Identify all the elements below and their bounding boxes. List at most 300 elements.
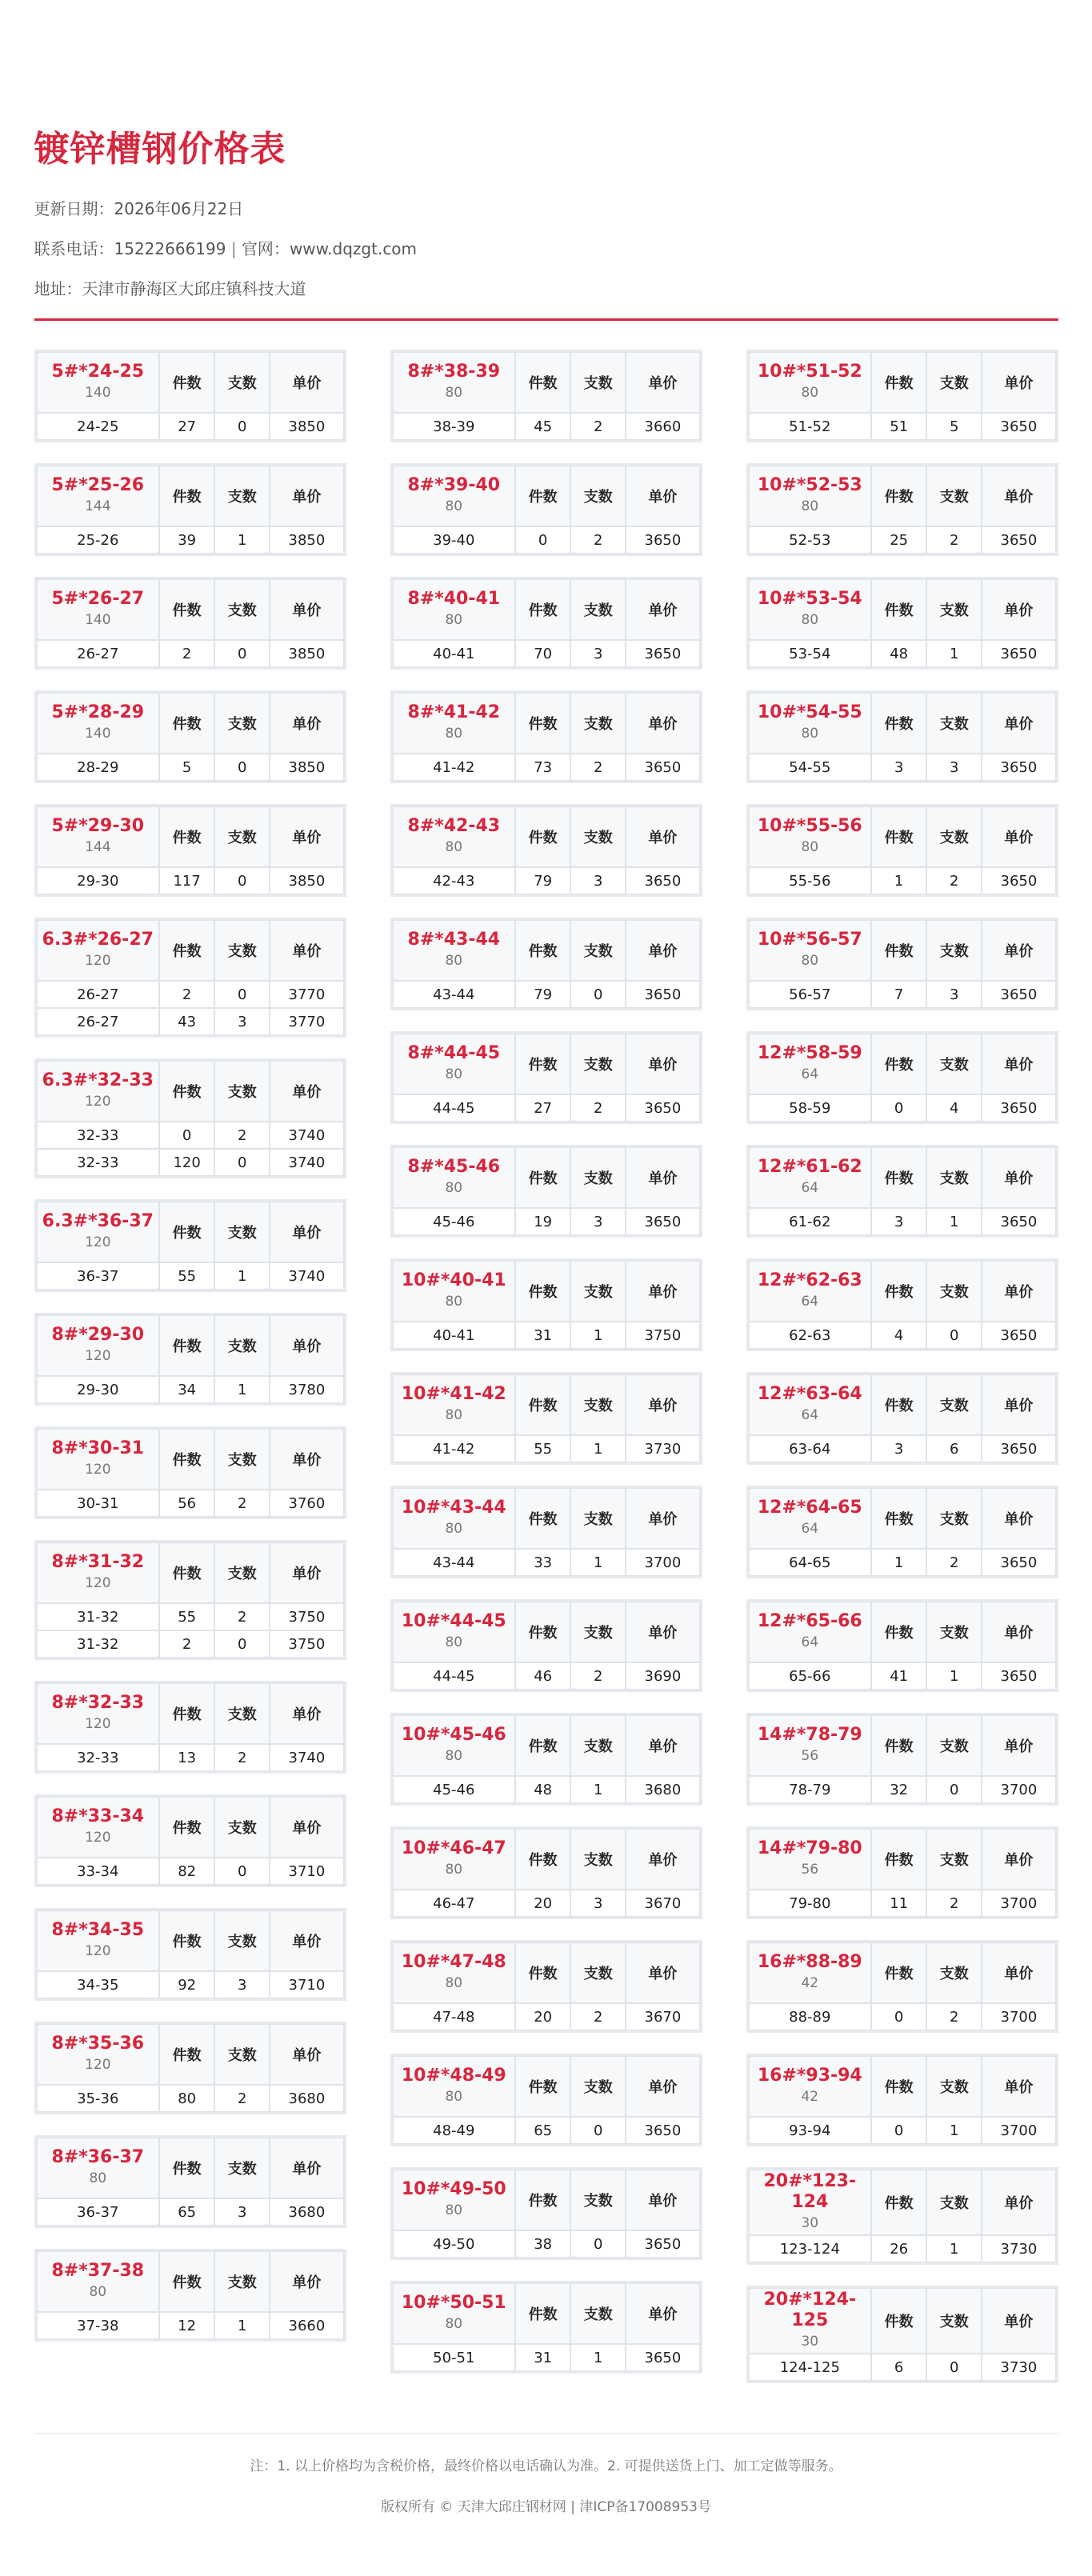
table-row xyxy=(749,1322,1056,1349)
count-cell: 2 xyxy=(159,981,214,1008)
pieces-cell: 3 xyxy=(214,1971,270,1998)
size-cell: 51-52 xyxy=(749,413,872,440)
count-header: 件数 xyxy=(159,693,214,754)
price-table xyxy=(390,2054,702,2146)
table-row xyxy=(749,2235,1056,2262)
spec-sub: 80 xyxy=(445,1180,463,1196)
price-header: 单价 xyxy=(626,1602,699,1662)
price-table xyxy=(746,1713,1058,1806)
pieces-header: 支数 xyxy=(214,693,270,754)
count-header: 件数 xyxy=(871,1602,926,1662)
size-cell: 58-59 xyxy=(749,1094,872,1122)
pieces-cell: 1 xyxy=(214,1262,270,1290)
count-cell: 2 xyxy=(159,1630,214,1658)
spec-sub: 120 xyxy=(85,1716,111,1732)
count-header: 件数 xyxy=(159,1315,214,1376)
size-cell: 48-49 xyxy=(393,2117,516,2144)
price-table xyxy=(390,1031,702,1124)
size-cell: 44-45 xyxy=(393,1662,516,1690)
pieces-header: 支数 xyxy=(570,579,626,640)
price-cell: 3850 xyxy=(270,754,343,781)
spec-name: 12#*65-66 xyxy=(757,1611,862,1631)
spec-sub: 30 xyxy=(801,2215,819,2231)
table-row xyxy=(393,1890,700,1917)
table-row xyxy=(393,2003,700,2030)
count-header: 件数 xyxy=(515,466,570,526)
count-header: 件数 xyxy=(515,2170,570,2230)
count-header: 件数 xyxy=(159,466,214,526)
price-table-header xyxy=(393,1602,700,1662)
spec-name: 10#*55-56 xyxy=(757,816,862,836)
price-cell: 3650 xyxy=(626,981,699,1008)
price-table xyxy=(390,1713,702,1806)
size-cell: 39-40 xyxy=(393,526,516,554)
phone-number[interactable]: 15222666199 xyxy=(114,239,226,258)
size-cell: 65-66 xyxy=(749,1662,872,1690)
spec-name: 8#*37-38 xyxy=(51,2261,145,2281)
spec-sub: 56 xyxy=(801,1748,819,1764)
count-header: 件数 xyxy=(871,1034,926,1094)
count-cell: 65 xyxy=(159,2198,214,2226)
price-table-header xyxy=(393,806,700,867)
count-header: 件数 xyxy=(515,1374,570,1435)
spec-header xyxy=(749,693,872,754)
price-header: 单价 xyxy=(270,806,343,867)
page xyxy=(34,0,1058,2563)
spec-header xyxy=(37,2024,160,2085)
pieces-cell: 3 xyxy=(570,640,626,667)
spec-name: 10#*41-42 xyxy=(401,1384,506,1404)
count-cell: 6 xyxy=(871,2354,926,2381)
count-header: 件数 xyxy=(871,1829,926,1890)
price-table-header xyxy=(393,2170,700,2230)
price-header: 单价 xyxy=(626,1488,699,1549)
table-row xyxy=(37,981,344,1008)
spec-header xyxy=(393,2170,516,2230)
pieces-header: 支数 xyxy=(570,693,626,754)
size-cell: 31-32 xyxy=(37,1630,160,1658)
pieces-header: 支数 xyxy=(214,806,270,867)
count-header: 件数 xyxy=(871,806,926,867)
table-row xyxy=(749,1094,1056,1122)
price-header: 单价 xyxy=(626,806,699,867)
contact-line xyxy=(34,238,1058,259)
size-cell: 49-50 xyxy=(393,2230,516,2258)
table-row xyxy=(393,413,700,440)
count-header: 件数 xyxy=(159,1429,214,1490)
spec-header xyxy=(393,693,516,754)
price-cell: 3670 xyxy=(626,2003,699,2030)
pieces-cell: 0 xyxy=(926,1776,982,1803)
count-cell: 56 xyxy=(159,1490,214,1517)
count-cell: 12 xyxy=(159,2312,214,2339)
price-table xyxy=(390,918,702,1010)
price-table-header xyxy=(749,1034,1056,1094)
spec-name: 8#*30-31 xyxy=(51,1438,145,1458)
size-cell: 45-46 xyxy=(393,1776,516,1803)
size-cell: 63-64 xyxy=(749,1435,872,1462)
price-header: 单价 xyxy=(626,352,699,413)
spec-header xyxy=(749,1261,872,1322)
spec-sub: 80 xyxy=(445,1975,463,1991)
spec-header xyxy=(749,2288,872,2354)
count-header: 件数 xyxy=(871,2288,926,2354)
count-cell: 2 xyxy=(159,640,214,667)
pieces-cell: 1 xyxy=(570,1435,626,1462)
table-row xyxy=(37,2198,344,2226)
spec-sub: 64 xyxy=(801,1521,819,1537)
spec-sub: 80 xyxy=(445,612,463,628)
spec-header xyxy=(393,1374,516,1435)
price-table xyxy=(746,577,1058,670)
size-cell: 38-39 xyxy=(393,413,516,440)
size-cell: 56-57 xyxy=(749,981,872,1008)
pieces-cell: 2 xyxy=(926,1549,982,1576)
price-header: 单价 xyxy=(982,2288,1055,2354)
count-cell: 11 xyxy=(871,1890,926,1917)
pieces-header: 支数 xyxy=(926,806,982,867)
table-row xyxy=(37,1008,344,1035)
price-cell: 3650 xyxy=(626,1094,699,1122)
pieces-cell: 0 xyxy=(214,413,270,440)
price-table-header xyxy=(37,1542,344,1603)
size-cell: 54-55 xyxy=(749,754,872,781)
pieces-header: 支数 xyxy=(214,579,270,640)
spec-header xyxy=(749,466,872,526)
price-header: 单价 xyxy=(270,1683,343,1744)
spec-name: 8#*38-39 xyxy=(407,362,501,382)
pieces-header: 支数 xyxy=(926,2170,982,2235)
table-row xyxy=(37,867,344,894)
phone-label: 联系电话： xyxy=(34,239,114,258)
pieces-cell: 1 xyxy=(926,1662,982,1690)
table-row xyxy=(749,1776,1056,1803)
count-cell: 55 xyxy=(159,1603,214,1630)
pieces-header: 支数 xyxy=(570,1147,626,1208)
price-header: 单价 xyxy=(270,1061,343,1122)
price-header: 单价 xyxy=(626,920,699,981)
spec-sub: 80 xyxy=(801,953,819,969)
price-cell: 3650 xyxy=(982,413,1055,440)
table-row xyxy=(393,640,700,667)
spec-sub: 80 xyxy=(445,1748,463,1764)
pieces-cell: 0 xyxy=(570,2117,626,2144)
pieces-header: 支数 xyxy=(214,466,270,526)
spec-name: 10#*44-45 xyxy=(401,1611,506,1631)
count-cell: 27 xyxy=(515,1094,570,1122)
pieces-cell: 3 xyxy=(214,2198,270,2226)
spec-name: 10#*40-41 xyxy=(401,1270,506,1290)
price-table xyxy=(390,690,702,783)
price-table xyxy=(34,463,346,556)
price-table xyxy=(746,1940,1058,2033)
price-header: 单价 xyxy=(270,1202,343,1262)
spec-name: 8#*32-33 xyxy=(51,1693,145,1713)
table-row xyxy=(393,1094,700,1122)
price-header: 单价 xyxy=(982,1147,1055,1208)
price-table-header xyxy=(393,579,700,640)
price-cell: 3650 xyxy=(982,1208,1055,1235)
count-cell: 82 xyxy=(159,1858,214,1885)
size-cell: 34-35 xyxy=(37,1971,160,1998)
price-header: 单价 xyxy=(626,1942,699,2003)
table-row xyxy=(749,1208,1056,1235)
spec-header xyxy=(393,806,516,867)
count-header: 件数 xyxy=(871,1715,926,1776)
size-cell: 123-124 xyxy=(749,2235,872,2262)
update-date-line xyxy=(34,198,1058,219)
spec-header xyxy=(37,1797,160,1858)
pieces-header: 支数 xyxy=(570,1374,626,1435)
spec-header xyxy=(37,693,160,754)
price-table-header xyxy=(749,806,1056,867)
spec-sub: 80 xyxy=(445,1066,463,1082)
count-header: 件数 xyxy=(159,1797,214,1858)
pieces-cell: 2 xyxy=(570,413,626,440)
price-cell: 3760 xyxy=(270,1490,343,1517)
spec-name: 10#*48-49 xyxy=(401,2066,506,2086)
spec-sub: 64 xyxy=(801,1294,819,1310)
spec-header xyxy=(749,1488,872,1549)
spec-name: 8#*40-41 xyxy=(407,589,501,609)
count-cell: 65 xyxy=(515,2117,570,2144)
spec-sub: 80 xyxy=(445,1294,463,1310)
pieces-header: 支数 xyxy=(926,466,982,526)
price-cell: 3850 xyxy=(270,413,343,440)
spec-header xyxy=(749,352,872,413)
price-table-header xyxy=(749,1488,1056,1549)
price-table xyxy=(390,350,702,442)
price-header: 单价 xyxy=(626,579,699,640)
spec-header xyxy=(393,1942,516,2003)
spec-sub: 120 xyxy=(85,1462,111,1478)
spec-header xyxy=(749,579,872,640)
price-table xyxy=(746,1372,1058,1465)
spec-name: 5#*29-30 xyxy=(51,816,145,836)
price-header: 单价 xyxy=(626,1374,699,1435)
count-header: 件数 xyxy=(515,352,570,413)
price-header: 单价 xyxy=(270,2251,343,2312)
price-header: 单价 xyxy=(982,2170,1055,2235)
price-header: 单价 xyxy=(982,1602,1055,1662)
spec-header xyxy=(749,1034,872,1094)
price-cell: 3650 xyxy=(982,1435,1055,1462)
count-header: 件数 xyxy=(159,1683,214,1744)
price-cell: 3650 xyxy=(626,526,699,554)
spec-sub: 80 xyxy=(801,839,819,855)
price-cell: 3700 xyxy=(982,1890,1055,1917)
spec-sub: 80 xyxy=(89,2170,107,2186)
count-cell: 5 xyxy=(159,754,214,781)
price-cell: 3850 xyxy=(270,640,343,667)
price-table-header xyxy=(749,2056,1056,2117)
spec-name: 10#*56-57 xyxy=(757,930,862,950)
size-cell: 41-42 xyxy=(393,754,516,781)
table-row xyxy=(393,754,700,781)
pieces-cell: 2 xyxy=(570,754,626,781)
count-cell: 1 xyxy=(871,1549,926,1576)
pieces-header: 支数 xyxy=(214,2024,270,2085)
spec-name: 12#*58-59 xyxy=(757,1043,862,1063)
price-table xyxy=(746,2167,1058,2265)
count-cell: 0 xyxy=(871,2003,926,2030)
price-cell: 3650 xyxy=(626,1208,699,1235)
price-table-header xyxy=(37,693,344,754)
size-cell: 32-33 xyxy=(37,1149,160,1176)
pieces-header: 支数 xyxy=(926,693,982,754)
pieces-cell: 1 xyxy=(926,1208,982,1235)
footer-copyright: 版权所有 © 天津大邱庄钢材网 | 津ICP备17008953号 xyxy=(380,2499,711,2515)
table-row xyxy=(37,1630,344,1658)
pieces-header: 支数 xyxy=(926,1829,982,1890)
table-row xyxy=(37,1971,344,1998)
price-header: 单价 xyxy=(982,1715,1055,1776)
site-link[interactable]: www.dqzgt.com xyxy=(289,239,418,258)
price-table xyxy=(746,2286,1058,2383)
spec-name: 8#*44-45 xyxy=(407,1043,501,1063)
spec-header xyxy=(37,1061,160,1122)
spec-header xyxy=(37,806,160,867)
price-cell: 3650 xyxy=(626,2344,699,2371)
pieces-cell: 2 xyxy=(214,2085,270,2112)
pieces-cell: 2 xyxy=(926,867,982,894)
size-cell: 25-26 xyxy=(37,526,160,554)
price-cell: 3650 xyxy=(982,754,1055,781)
pieces-header: 支数 xyxy=(214,1910,270,1971)
price-table-header xyxy=(37,1797,344,1858)
spec-name: 12#*64-65 xyxy=(757,1498,862,1518)
pieces-cell: 0 xyxy=(570,981,626,1008)
price-cell: 3740 xyxy=(270,1262,343,1290)
spec-header xyxy=(393,1715,516,1776)
pieces-cell: 2 xyxy=(570,1094,626,1122)
price-table xyxy=(746,804,1058,897)
price-cell: 3670 xyxy=(626,1890,699,1917)
price-header: 单价 xyxy=(270,1910,343,1971)
size-cell: 32-33 xyxy=(37,1744,160,1771)
pieces-header: 支数 xyxy=(926,1374,982,1435)
size-cell: 79-80 xyxy=(749,1890,872,1917)
spec-header xyxy=(37,1683,160,1744)
pieces-cell: 0 xyxy=(926,2354,982,2381)
spec-header xyxy=(393,466,516,526)
count-header: 件数 xyxy=(515,1602,570,1662)
price-table xyxy=(34,918,346,1038)
pieces-header: 支数 xyxy=(926,352,982,413)
spec-header xyxy=(749,1942,872,2003)
price-table xyxy=(34,2022,346,2114)
pieces-header: 支数 xyxy=(570,1261,626,1322)
pieces-header: 支数 xyxy=(926,1147,982,1208)
size-cell: 29-30 xyxy=(37,867,160,894)
count-cell: 13 xyxy=(159,1744,214,1771)
price-table-header xyxy=(393,920,700,981)
price-table xyxy=(746,1258,1058,1351)
separator: | xyxy=(226,239,242,258)
spec-name: 5#*26-27 xyxy=(51,589,145,609)
pieces-cell: 1 xyxy=(214,1376,270,1403)
count-header: 件数 xyxy=(871,1374,926,1435)
pieces-header: 支数 xyxy=(926,1942,982,2003)
footer-note: 注：1. 以上价格均为含税价格，最终价格以电话确认为准。2. 可提供送货上门、加工定做等服务。 xyxy=(250,2458,842,2474)
price-table xyxy=(34,2249,346,2342)
price-table-header xyxy=(393,1942,700,2003)
count-cell: 120 xyxy=(159,1149,214,1176)
price-cell: 3650 xyxy=(626,754,699,781)
price-header: 单价 xyxy=(626,1034,699,1094)
spec-header xyxy=(37,2251,160,2312)
price-header: 单价 xyxy=(982,2056,1055,2117)
price-header: 单价 xyxy=(270,693,343,754)
size-cell: 62-63 xyxy=(749,1322,872,1349)
price-cell: 3650 xyxy=(982,1094,1055,1122)
spec-name: 8#*41-42 xyxy=(407,702,501,722)
price-header: 单价 xyxy=(270,920,343,981)
pieces-header: 支数 xyxy=(570,2170,626,2230)
price-table xyxy=(390,1258,702,1351)
pieces-cell: 0 xyxy=(214,754,270,781)
price-header: 单价 xyxy=(982,1829,1055,1890)
count-cell: 43 xyxy=(159,1008,214,1035)
pieces-header: 支数 xyxy=(570,1829,626,1890)
spec-header xyxy=(393,1261,516,1322)
price-table-header xyxy=(37,2251,344,2312)
price-header: 单价 xyxy=(270,1429,343,1490)
spec-name: 10#*49-50 xyxy=(401,2179,506,2199)
price-columns xyxy=(34,350,1058,2404)
price-cell: 3700 xyxy=(626,1549,699,1576)
table-row xyxy=(749,867,1056,894)
price-cell: 3650 xyxy=(982,1322,1055,1349)
price-header: 单价 xyxy=(982,352,1055,413)
spec-header xyxy=(37,920,160,981)
spec-sub: 80 xyxy=(445,2316,463,2332)
price-table xyxy=(746,918,1058,1010)
price-cell: 3650 xyxy=(982,1662,1055,1690)
spec-header xyxy=(393,920,516,981)
pieces-header: 支数 xyxy=(926,2056,982,2117)
size-cell: 26-27 xyxy=(37,1008,160,1035)
price-table-header xyxy=(37,579,344,640)
price-table xyxy=(746,1599,1058,1692)
count-cell: 32 xyxy=(871,1776,926,1803)
spec-sub: 42 xyxy=(801,2089,819,2105)
pieces-cell: 1 xyxy=(214,526,270,554)
price-table xyxy=(390,1826,702,1919)
price-table-header xyxy=(393,1261,700,1322)
price-cell: 3650 xyxy=(626,2117,699,2144)
spec-name: 10#*47-48 xyxy=(401,1952,506,1972)
pieces-header: 支数 xyxy=(926,1602,982,1662)
address-label: 地址： xyxy=(34,279,82,298)
count-cell: 39 xyxy=(159,526,214,554)
spec-header xyxy=(393,1147,516,1208)
price-table xyxy=(390,1145,702,1238)
count-cell: 38 xyxy=(515,2230,570,2258)
price-header: 单价 xyxy=(626,2056,699,2117)
price-table xyxy=(390,1486,702,1578)
count-cell: 20 xyxy=(515,1890,570,1917)
count-cell: 26 xyxy=(871,2235,926,2262)
count-header: 件数 xyxy=(159,2251,214,2312)
pieces-cell: 2 xyxy=(570,526,626,554)
count-cell: 92 xyxy=(159,1971,214,1998)
price-header: 单价 xyxy=(982,920,1055,981)
price-table-header xyxy=(393,1715,700,1776)
spec-header xyxy=(37,1202,160,1262)
spec-sub: 80 xyxy=(801,612,819,628)
count-header: 件数 xyxy=(515,1147,570,1208)
